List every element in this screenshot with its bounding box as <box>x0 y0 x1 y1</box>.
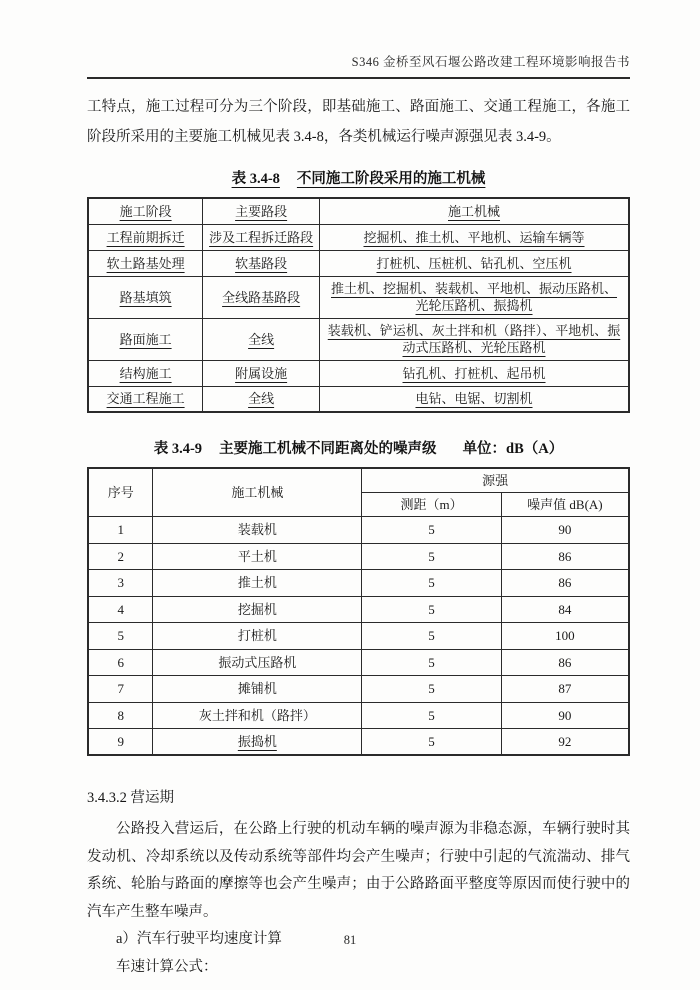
table-cell: 全线 <box>203 386 320 412</box>
table-cell: 结构施工 <box>88 360 203 386</box>
table2-caption-label: 表 3.4-9 <box>153 441 203 457</box>
table-cell: 挖掘机 <box>153 596 362 623</box>
table-cell: 4 <box>88 596 153 623</box>
table-row <box>88 623 629 650</box>
table1-caption <box>87 167 630 188</box>
table-cell: 1 <box>88 517 153 544</box>
table-cell: 90 <box>501 702 629 729</box>
table-cell: 打桩机、压桩机、钻孔机、空压机 <box>320 250 629 276</box>
table-row <box>88 729 629 756</box>
table-cell: 5 <box>362 517 502 544</box>
table-row <box>88 276 629 318</box>
table-cell: 86 <box>501 570 629 597</box>
table-cell: 推土机 <box>153 570 362 597</box>
section-paragraph: 公路投入营运后，在公路上行驶的机动车辆的噪声源为非稳态源，车辆行驶时其发动机、冷却系统以及传动系统等部件均会产生噪声；行驶中引起的气流湍动、排气系统、轮胎与路面的摩擦等也会产生噪声；由于公路路面平整度等原因而使行驶中的汽车产生整车噪声。 <box>87 821 630 920</box>
table-cell: 5 <box>362 570 502 597</box>
table-row <box>88 676 629 703</box>
table-cell: 摊铺机 <box>153 676 362 703</box>
table-row <box>88 318 629 360</box>
table-cell: 3 <box>88 570 153 597</box>
section-heading: 3.4.3.2 营运期 <box>87 790 174 806</box>
table-cell: 86 <box>501 543 629 570</box>
t1-header-section: 主要路段 <box>203 198 320 224</box>
item-a-line: a）汽车行驶平均速度计算 <box>116 931 282 947</box>
table-cell: 灰土拌和机（路拌） <box>153 702 362 729</box>
table2-caption-unit: 单位：dB（A） <box>462 441 564 457</box>
table-cell: 5 <box>362 729 502 756</box>
table-row <box>88 250 629 276</box>
intro-paragraph: 工特点，施工过程可分为三个阶段，即基础施工、路面施工、交通工程施工，各施工阶段所采用的主要施工机械见表 3.4-8，各类机械运行噪声源强见表 3.4-9。 <box>87 99 630 145</box>
t1-header-stage: 施工阶段 <box>88 198 203 224</box>
table1-caption-label: 表 3.4-8 <box>231 171 280 187</box>
table2-caption-title: 主要施工机械不同距离处的噪声级 <box>219 441 437 457</box>
table-cell: 90 <box>501 517 629 544</box>
table-cell: 附属设施 <box>203 360 320 386</box>
table-cell: 9 <box>88 729 153 756</box>
table-row <box>88 360 629 386</box>
table-cell: 5 <box>362 543 502 570</box>
table-row <box>88 570 629 597</box>
t2-header-no: 序号 <box>88 468 153 517</box>
table-cell: 交通工程施工 <box>88 386 203 412</box>
table-cell: 全线 <box>203 318 320 360</box>
table-header-row <box>88 198 629 224</box>
formula-intro-line: 车速计算公式： <box>116 958 218 975</box>
table-cell: 装载机、铲运机、灰土拌和机（路拌）、平地机、振动式压路机、光轮压路机 <box>320 318 629 360</box>
table-cell: 100 <box>501 623 629 650</box>
table-cell: 5 <box>362 702 502 729</box>
table-cell: 84 <box>501 596 629 623</box>
table2-caption <box>87 437 630 458</box>
table-cell: 振动式压路机 <box>153 649 362 676</box>
table-row <box>88 649 629 676</box>
table-3-4-9 <box>87 467 630 756</box>
table-cell: 5 <box>362 676 502 703</box>
table-cell: 推土机、挖掘机、装载机、平地机、振动压路机、光轮压路机、振捣机 <box>320 276 629 318</box>
table-cell: 振捣机 <box>153 729 362 756</box>
table-row <box>88 543 629 570</box>
page-header <box>87 52 630 79</box>
table-cell: 5 <box>362 649 502 676</box>
table-cell: 涉及工程拆迁路段 <box>203 224 320 250</box>
table-cell: 87 <box>501 676 629 703</box>
table-cell: 5 <box>88 623 153 650</box>
table-cell: 钻孔机、打桩机、起吊机 <box>320 360 629 386</box>
table-header-row <box>88 468 629 493</box>
table-cell: 打桩机 <box>153 623 362 650</box>
table-cell: 软基路段 <box>203 250 320 276</box>
table-cell: 92 <box>501 729 629 756</box>
table-cell: 软土路基处理 <box>88 250 203 276</box>
table-cell: 平土机 <box>153 543 362 570</box>
table-row <box>88 702 629 729</box>
table-cell: 5 <box>362 596 502 623</box>
table-cell: 全线路基路段 <box>203 276 320 318</box>
header-title: S346 金桥至风石堰公路改建工程环境影响报告书 <box>351 55 630 69</box>
table-cell: 2 <box>88 543 153 570</box>
table-3-4-8 <box>87 197 630 413</box>
table-cell: 电钻、电锯、切割机 <box>320 386 629 412</box>
table-row <box>88 224 629 250</box>
table1-caption-title: 不同施工阶段采用的施工机械 <box>296 171 486 187</box>
page-number: 81 <box>343 933 357 947</box>
t2-header-machine: 施工机械 <box>153 468 362 517</box>
table-cell: 装载机 <box>153 517 362 544</box>
table-cell: 86 <box>501 649 629 676</box>
table-cell: 路基填筑 <box>88 276 203 318</box>
table-row <box>88 596 629 623</box>
table-row <box>88 386 629 412</box>
table-cell: 路面施工 <box>88 318 203 360</box>
t1-header-machines: 施工机械 <box>320 198 629 224</box>
t2-header-distance: 测距（m） <box>362 493 502 517</box>
table-cell: 5 <box>362 623 502 650</box>
table-cell: 8 <box>88 702 153 729</box>
table-cell: 挖掘机、推土机、平地机、运输车辆等 <box>320 224 629 250</box>
t2-header-noise: 噪声值 dB(A) <box>501 493 629 517</box>
table-row <box>88 517 629 544</box>
t2-header-source: 源强 <box>362 468 629 493</box>
table-cell: 6 <box>88 649 153 676</box>
table-cell: 7 <box>88 676 153 703</box>
table-cell: 工程前期拆迁 <box>88 224 203 250</box>
